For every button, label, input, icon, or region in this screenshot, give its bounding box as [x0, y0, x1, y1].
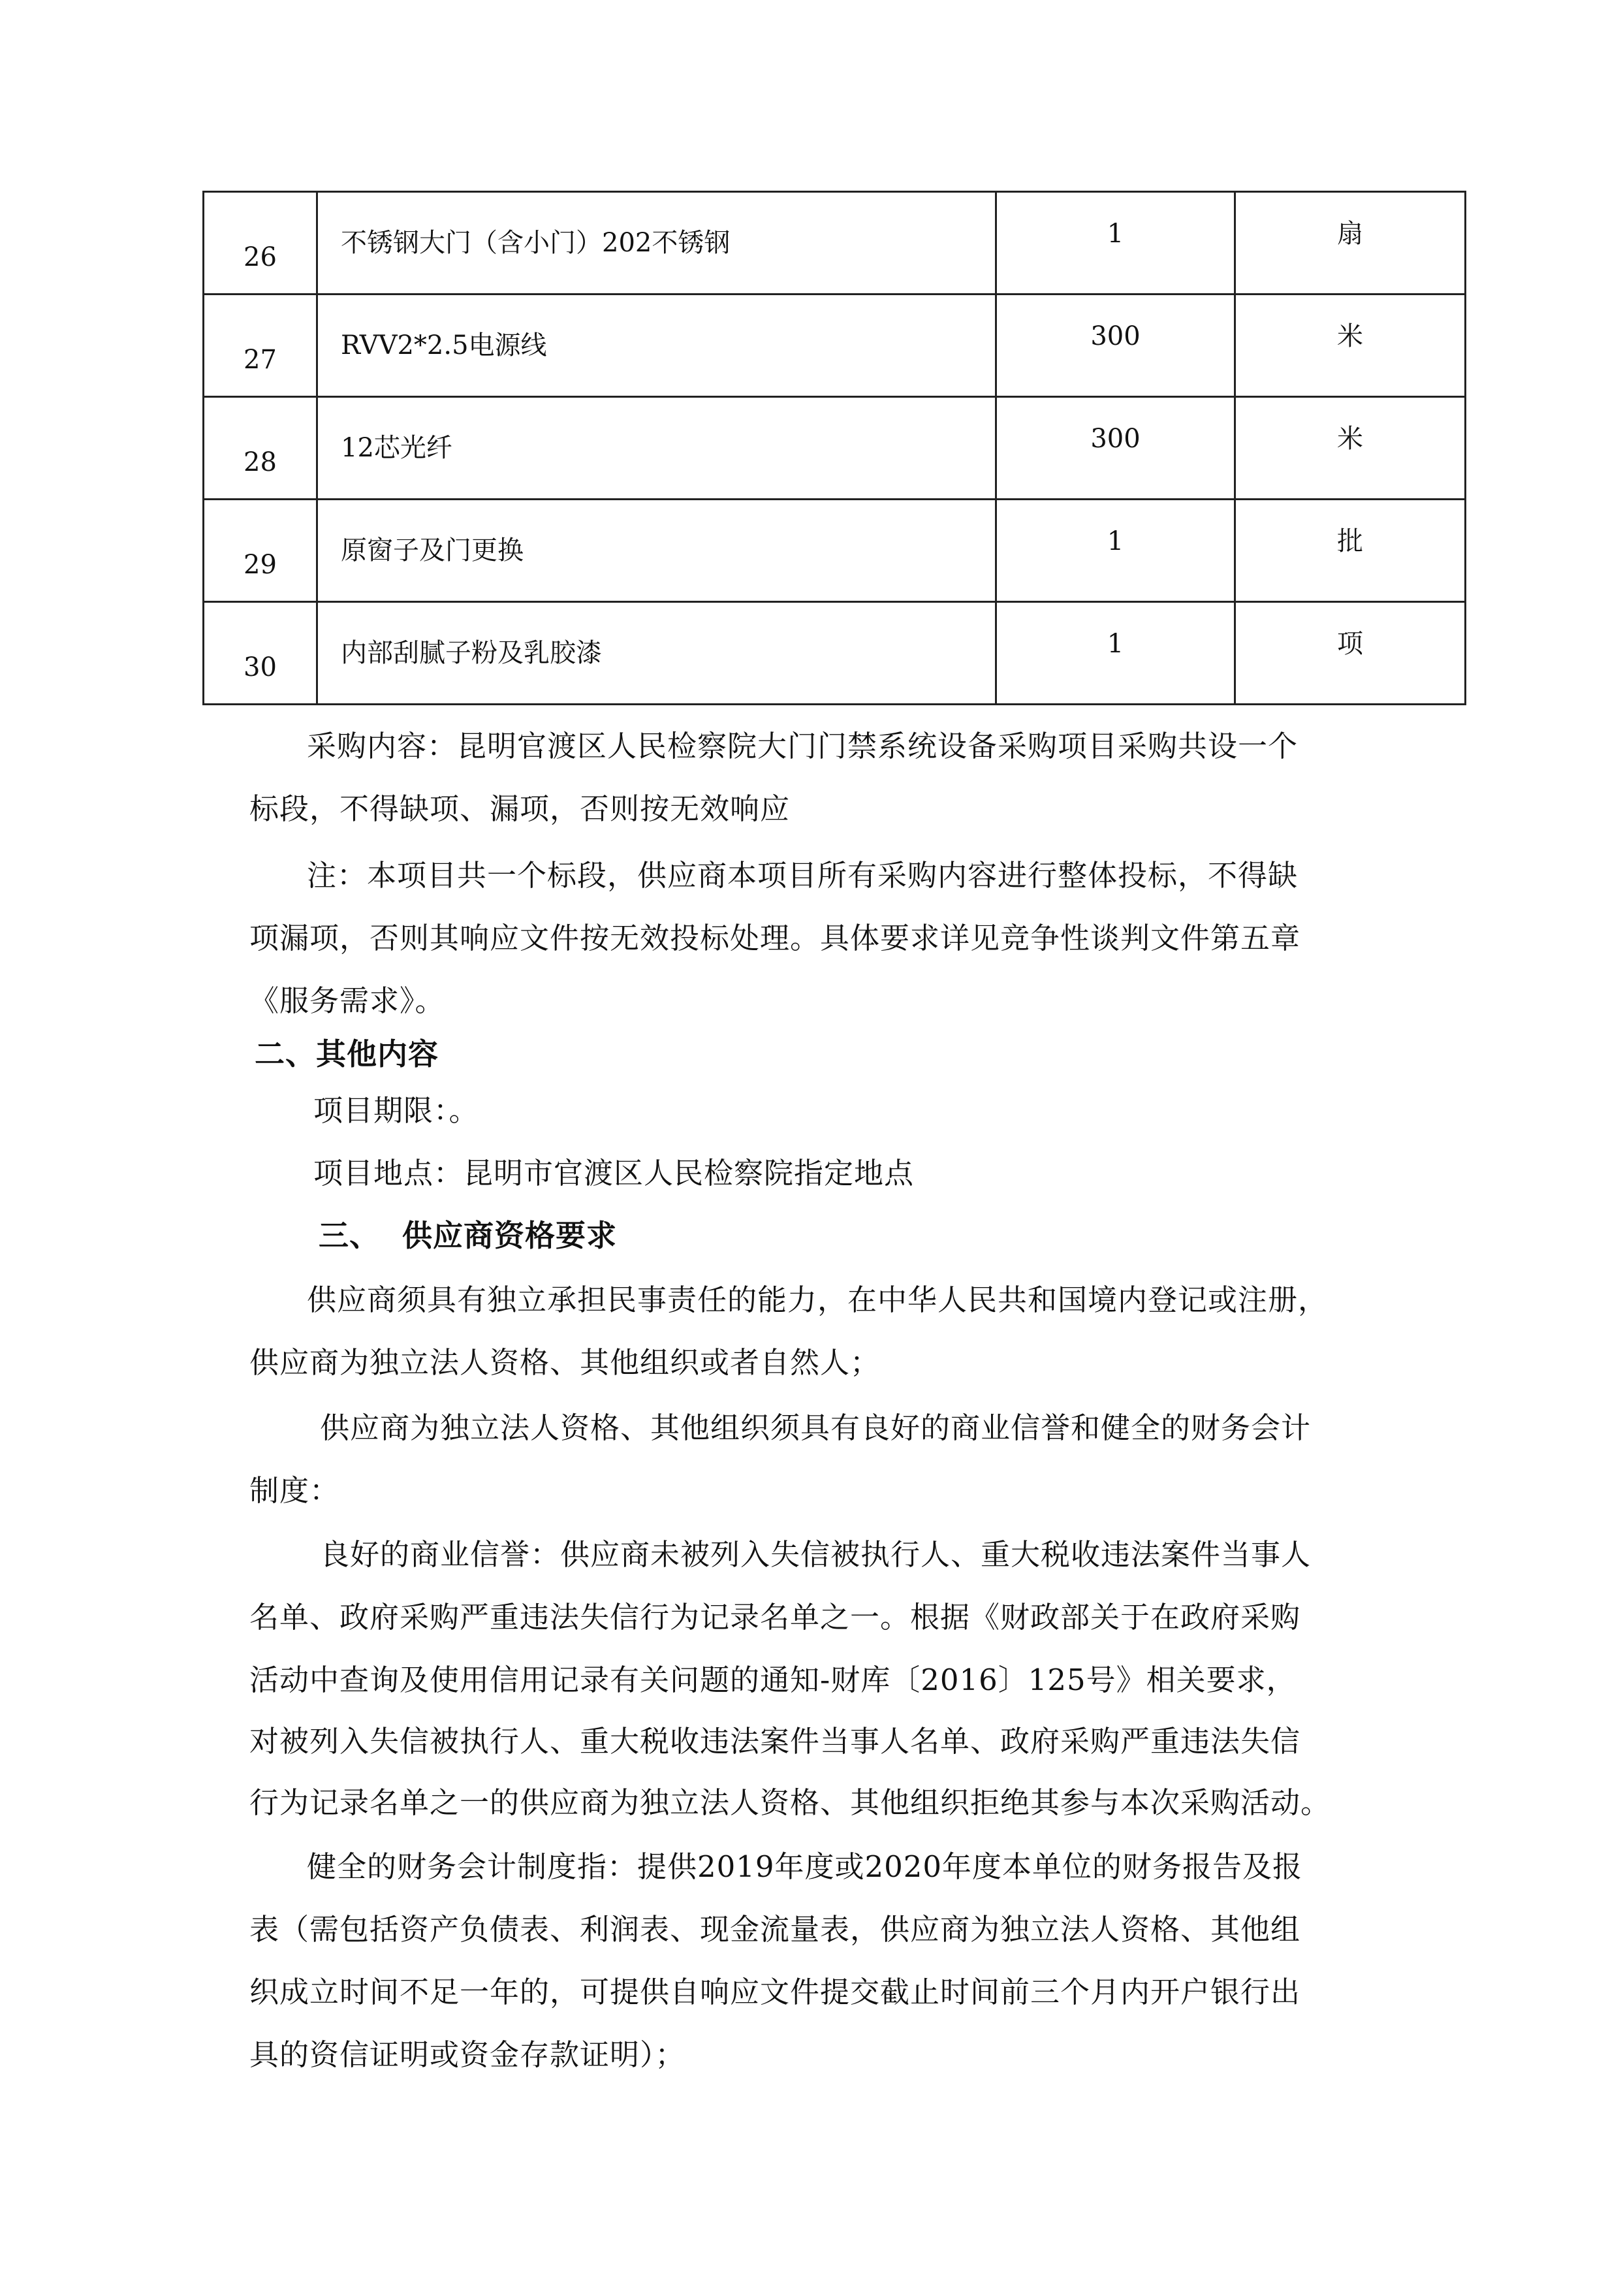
finance-paragraph-line-3: 织成立时间不足一年的，可提供自响应文件提交截止时间前三个月内开户银行出 — [249, 1975, 1301, 2009]
item-quantity: 1 — [996, 192, 1235, 295]
table-row — [204, 500, 1466, 602]
section-2-heading: 二、其他内容 — [255, 1036, 439, 1072]
procurement-content-line-2: 标段，不得缺项、漏项，否则按无效响应 — [249, 791, 791, 826]
note-line-2: 项漏项，否则其响应文件按无效投标处理。具体要求详见竞争性谈判文件第五章 — [249, 921, 1301, 955]
qualification-paragraph-2-line-2: 制度： — [249, 1473, 340, 1508]
procurement-items-table — [202, 191, 1466, 705]
item-name: 12芯光纤 — [317, 397, 996, 500]
item-quantity: 1 — [996, 500, 1235, 602]
credit-paragraph-line-4: 对被列入失信被执行人、重大税收违法案件当事人名单、政府采购严重违法失信 — [249, 1724, 1301, 1759]
item-number: 26 — [204, 192, 317, 295]
table-row — [204, 602, 1466, 705]
item-unit: 扇 — [1235, 192, 1466, 295]
item-quantity: 1 — [996, 602, 1235, 705]
qualification-paragraph-1-line-2: 供应商为独立法人资格、其他组织或者自然人； — [249, 1345, 881, 1380]
project-period: 项目期限：。 — [313, 1093, 479, 1128]
item-unit: 项 — [1235, 602, 1466, 705]
item-quantity: 300 — [996, 295, 1235, 397]
section-3-heading: 三、 供应商资格要求 — [319, 1218, 618, 1253]
qualification-paragraph-1-line-1: 供应商须具有独立承担民事责任的能力，在中华人民共和国境内登记或注册， — [307, 1283, 1329, 1317]
item-number: 28 — [204, 397, 317, 500]
item-unit: 米 — [1235, 295, 1466, 397]
item-unit: 批 — [1235, 500, 1466, 602]
item-name: 不锈钢大门（含小门）202不锈钢 — [317, 192, 996, 295]
item-quantity: 300 — [996, 397, 1235, 500]
item-number: 29 — [204, 500, 317, 602]
credit-paragraph-line-5: 行为记录名单之一的供应商为独立法人资格、其他组织拒绝其参与本次采购活动。 — [249, 1785, 1331, 1820]
item-number: 27 — [204, 295, 317, 397]
finance-paragraph-line-4: 具的资信证明或资金存款证明）； — [249, 2037, 685, 2072]
qualification-paragraph-2-line-1: 供应商为独立法人资格、其他组织须具有良好的商业信誉和健全的财务会计 — [320, 1411, 1312, 1445]
item-name: 原窗子及门更换 — [317, 500, 996, 602]
note-line-1: 注：本项目共一个标段，供应商本项目所有采购内容进行整体投标，不得缺 — [307, 858, 1299, 893]
table-row — [204, 192, 1466, 295]
item-name: RVV2*2.5电源线 — [317, 295, 996, 397]
finance-paragraph-line-2: 表（需包括资产负债表、利润表、现金流量表，供应商为独立法人资格、其他组 — [249, 1912, 1301, 1947]
procurement-content-line-1: 采购内容：昆明官渡区人民检察院大门门禁系统设备采购项目采购共设一个 — [307, 729, 1299, 763]
item-unit: 米 — [1235, 397, 1466, 500]
finance-paragraph-line-1: 健全的财务会计制度指：提供2019年度或2020年度本单位的财务报告及报 — [307, 1849, 1303, 1884]
credit-paragraph-line-1: 良好的商业信誉：供应商未被列入失信被执行人、重大税收违法案件当事人 — [320, 1537, 1312, 1572]
item-number: 30 — [204, 602, 317, 705]
note-line-3: 《服务需求》。 — [249, 983, 445, 1018]
project-location: 项目地点：昆明市官渡区人民检察院指定地点 — [313, 1156, 915, 1190]
credit-paragraph-line-3: 活动中查询及使用信用记录有关问题的通知-财库〔2016〕125号》相关要求， — [249, 1663, 1297, 1697]
credit-paragraph-line-2: 名单、政府采购严重违法失信行为记录名单之一。根据《财政部关于在政府采购 — [249, 1600, 1301, 1634]
item-name: 内部刮腻子粉及乳胶漆 — [317, 602, 996, 705]
table-row — [204, 397, 1466, 500]
table-row — [204, 295, 1466, 397]
